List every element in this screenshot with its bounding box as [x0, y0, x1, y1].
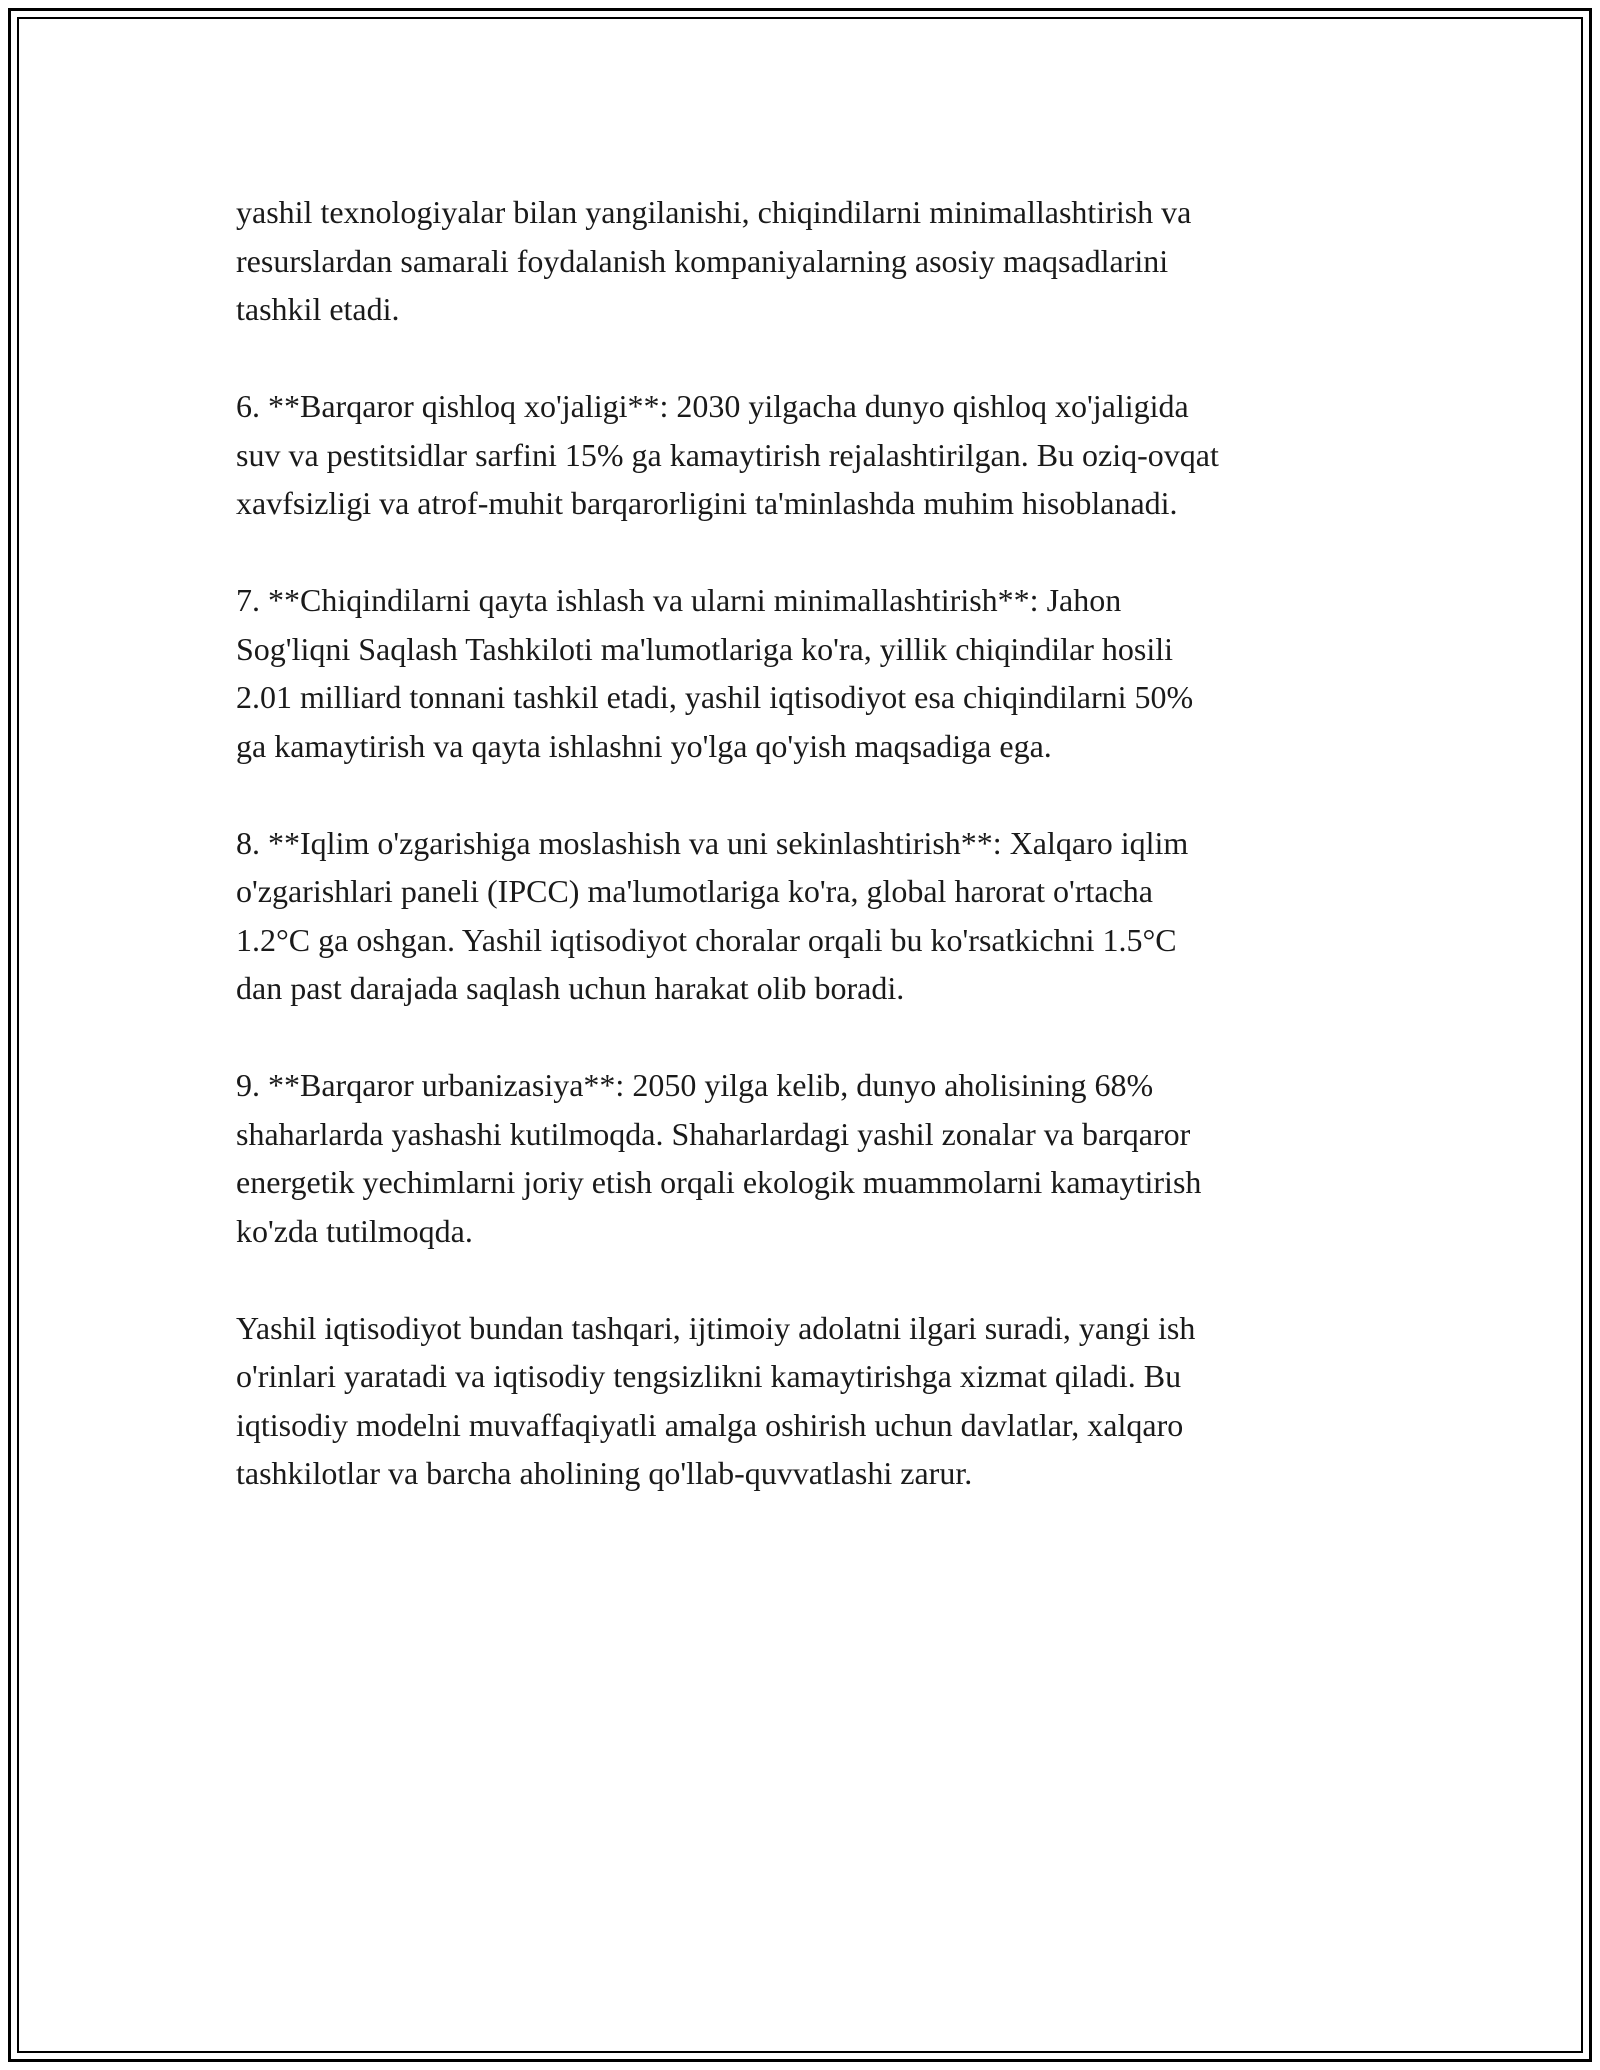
paragraph-item-7: 7. **Chiqindilarni qayta ishlash va ularni minimallashtirish**: Jahon Sog'liqni Saqlash Tashkiloti ma'lumotlariga ko'ra, yillik chiqindilar hosili 2.01 milliard tonnani tashkil etadi, yashil iqtisodiyot esa chiqindilarni 50% ga kamaytirish va qayta ishlashni yo'lga qo'yish maqsadiga ega. [236, 582, 1194, 764]
document-body [236, 188, 1386, 1546]
paragraph-item-6: 6. **Barqaror qishloq xo'jaligi**: 2030 yilgacha dunyo qishloq xo'jaligida suv va pestitsidlar sarfini 15% ga kamaytirish rejalashtirilgan. Bu oziq-ovqat xavfsizligi va atrof-muhit barqarorligini ta'minlashda muhim hisoblanadi. [236, 388, 1219, 521]
paragraph-item-9: 9. **Barqaror urbanizasiya**: 2050 yilga kelib, dunyo aholisining 68% shaharlarda yashashi kutilmoqda. Shaharlardagi yashil zonalar va barqaror energetik yechimlarni joriy etish orqali ekologik muammolarni kamaytirish ko'zda tutilmoqda. [236, 1067, 1202, 1249]
paragraph-item-8: 8. **Iqlim o'zgarishiga moslashish va uni sekinlashtirish**: Xalqaro iqlim o'zgarishlari paneli (IPCC) ma'lumotlariga ko'ra, global harorat o'rtacha 1.2°C ga oshgan. Yashil iqtisodiyot choralar orqali bu ko'rsatkichni 1.5°C dan past darajada saqlash uchun harakat olib boradi. [236, 824, 1189, 1006]
paragraph-intro-continuation: yashil texnologiyalar bilan yangilanishi, chiqindilarni minimallashtirish va resurslardan samarali foydalanish kompaniyalarning asosiy maqsadlarini tashkil etadi. [236, 194, 1192, 327]
paragraph-conclusion: Yashil iqtisodiyot bundan tashqari, ijtimoiy adolatni ilgari suradi, yangi ish o'rinlari yaratadi va iqtisodiy tengsizlikni kamaytirishga xizmat qiladi. Bu iqtisodiy modelni muvaffaqiyatli amalga oshirish uchun davlatlar, xalqaro tashkilotlar va barcha aholining qo'llab-quvvatlashi zarur. [236, 1309, 1196, 1491]
